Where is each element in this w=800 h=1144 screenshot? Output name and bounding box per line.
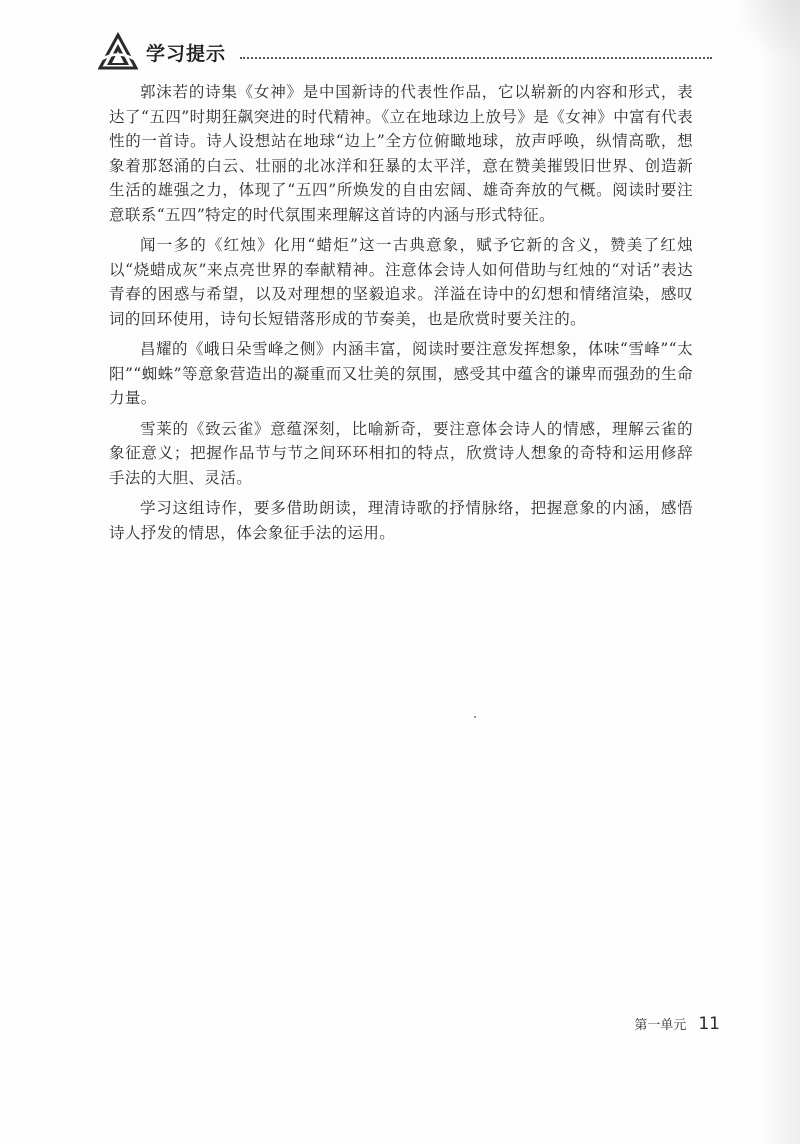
header-dotted-rule (240, 55, 712, 59)
unit-label: 第一单元 (634, 1018, 687, 1033)
page-footer (620, 1014, 720, 1038)
page-number: 11 (698, 1014, 720, 1034)
paragraph-yunque: 雪莱的《致云雀》意蕴深刻，比喻新奇，要注意体会诗人的情感，理解云雀的象征意义；把握作品节与节之间环环相扣的特点，欣赏诗人想象的奇特和运用修辞手法的大胆、灵活。 (109, 419, 693, 487)
paragraph-summary: 学习这组诗作，要多借助朗读，理清诗歌的抒情脉络，把握意象的内涵，感悟诗人抒发的情思，体会象征手法的运用。 (109, 499, 693, 542)
scan-speck (474, 716, 476, 718)
section-title: 学习提示 (146, 42, 227, 65)
learning-tip-logo-icon (98, 32, 138, 72)
paragraph-nuoshen: 郭沫若的诗集《女神》是中国新诗的代表性作品，它以崭新的内容和形式，表达了“五四”时期狂飙突进的时代精神。《立在地球边上放号》是《女神》中富有代表性的一首诗。诗人设想站在地球“边上”全方位俯瞰地球，放声呼唤，纵情高歌，想象着那怒涌的白云、壮丽的北冰洋和狂暴的太平洋，意在赞美摧毁旧世界、创造新生活的雄强之力，体现了“五四”所焕发的自由宏阔、雄奇奔放的气概。阅读时要注意联系“五四”特定的时代氛围来理解这首诗的内涵与形式特征。 (109, 83, 693, 224)
paragraph-hongzhu: 闻一多的《红烛》化用“蜡炬”这一古典意象，赋予它新的含义，赞美了红烛以“烧蜡成灰”来点亮世界的奉献精神。注意体会诗人如何借助与红烛的“对话”表达青春的困惑与希望，以及对理想的坚毅追求。洋溢在诗中的幻想和情绪渲染，感叹词的回环使用，诗句长短错落形成的节奏美，也是欣赏时要关注的。 (109, 236, 693, 328)
paragraph-eriduo: 昌耀的《峨日朵雪峰之侧》内涵丰富，阅读时要注意发挥想象，体味“雪峰”“太阳”“蜘蛛”等意象营造出的凝重而又壮美的氛围，感受其中蕴含的谦卑而强劲的生命力量。 (109, 340, 693, 407)
body-text (109, 80, 693, 551)
section-header (98, 30, 712, 74)
scan-edge-shading (760, 0, 800, 1144)
